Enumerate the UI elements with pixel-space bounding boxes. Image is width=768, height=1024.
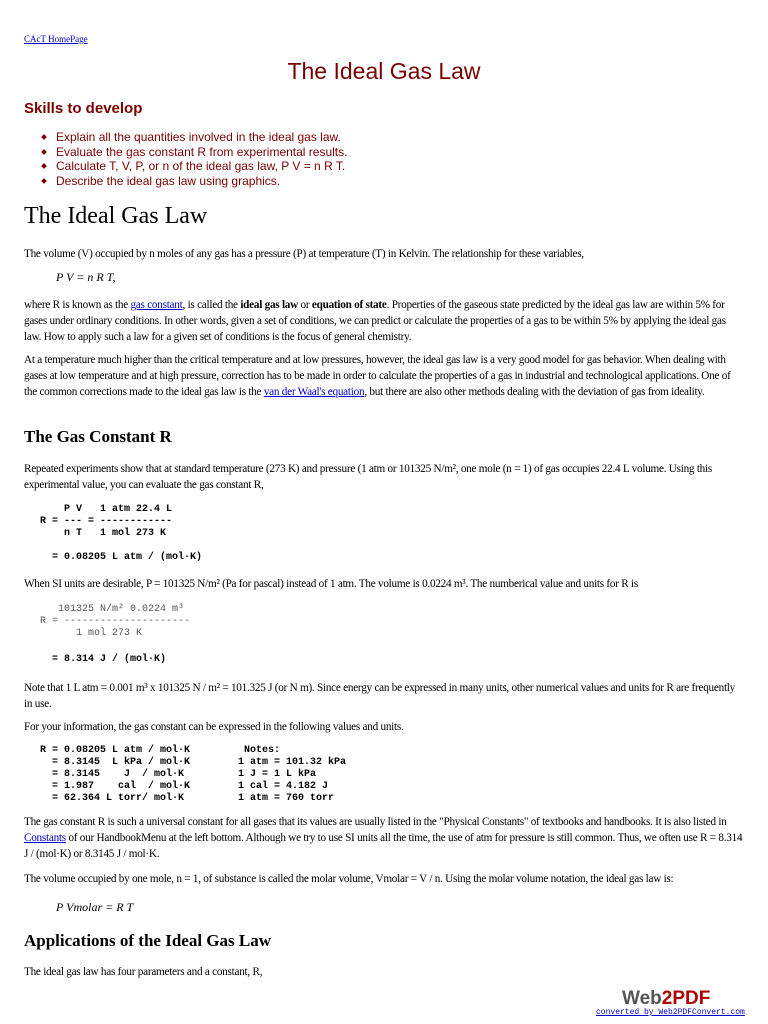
- molar-volume-equation: P Vmolar = R T: [56, 900, 134, 914]
- paragraph-energy-units: Note that 1 L atm = 0.001 m³ x 101325 N / m² = 101.325 J (or N m). Since energy can be expressed in many units, other numerical values and units for R are frequently in use.: [24, 682, 735, 710]
- bold-term: ideal gas law: [240, 299, 298, 311]
- logo-text: Web: [622, 988, 662, 1009]
- intro-paragraph: The volume (V) occupied by n moles of any gas has a pressure (P) at temperature (T) in Kelvin. The relationship for these variables,: [24, 248, 584, 260]
- skills-item: Describe the ideal gas law using graphics.: [40, 174, 347, 189]
- van-der-waals-link[interactable]: van der Waal's equation: [263, 386, 365, 398]
- paragraph-si-units: When SI units are desirable, P = 101325 N/m² (Pa for pascal) instead of 1 atm. The volume is 0.0224 m³. The numberical value and units for R is: [24, 578, 638, 590]
- gas-constant-table: R = 0.08205 L atm / mol·K Notes: = 8.3145 L kPa / mol·K 1 atm = 101.32 kPa = 8.3145 J / mol·K 1 J = 1 L kPa = 1.987 cal / mol·K 1 cal = 4.182 J = 62.364 L torr/ mol·K 1 atm = 760 torr: [40, 745, 347, 804]
- text: or: [297, 299, 312, 311]
- text: . Properties of the gaseous state predicted by the ideal gas law are within 5% for gases under ordinary conditions. In other words, given a set of conditions, we can predict or calculate the properties of a gas to be within 5% by applying the ideal gas law. How to apply such a law for a given set of conditions is the focus of general chemistry.: [24, 299, 726, 343]
- text: , is called the: [182, 299, 241, 311]
- cact-homepage-link[interactable]: CAcT HomePage: [24, 34, 88, 44]
- si-result: = 8.314 J / (mol·K): [28, 654, 167, 665]
- web2pdf-logo: [622, 988, 710, 1010]
- section-heading-gas-constant: The Gas Constant R: [24, 427, 172, 446]
- paragraph-applications: The ideal gas law has four parameters and a constant, R,: [24, 966, 263, 978]
- page-title: The Ideal Gas Law: [287, 58, 481, 84]
- bold-term: equation of state: [311, 299, 387, 311]
- paragraph-gas-law-definition: [24, 297, 744, 345]
- gas-constant-calculation: P V 1 atm 22.4 L R = --- = ------------ n T 1 mol 273 K = 0.08205 L atm / (mol·K): [40, 504, 203, 563]
- skills-item: Evaluate the gas constant R from experimental results.: [40, 145, 347, 160]
- ideal-gas-equation: P V = n R T,: [56, 270, 116, 284]
- text: of our HandbookMenu at the left bottom. Although we try to use SI units all the time, the use of atm for pressure is still common. Thus, we often use R = 8.314 J / (mol·K) or 8.3145 J / mol·K.: [24, 832, 743, 860]
- paragraph-molar-volume: The volume occupied by one mole, n = 1, of substance is called the molar volume, Vmolar = V / n. Using the molar volume notation, the ideal gas law is:: [24, 873, 674, 885]
- paragraph-repeated-experiments: Repeated experiments show that at standard temperature (273 K) and pressure (1 atm or 101325 N/m², one mole (n = 1) of gas occupies 22.4 L volume. Using this experimental value, you can evaluate the gas constant R,: [24, 463, 712, 491]
- text: , but there are also other methods dealing with the deviation of gas from ideality.: [364, 386, 705, 398]
- text: At a temperature much higher than the critical temperature and at low pressures, however, the ideal gas law is a very good model for gas behavior. When dealing with gases at low temperature and at high pressure, correction has to be made in order to calculate the properties of a gas in industrial and technological applications. One of the common corrections made to the ideal gas law is the: [24, 354, 731, 398]
- text: The gas constant R is such a universal constant for all gases that its values are usually listed in the "Physical Constants" of textbooks and handbooks. It is also listed in: [24, 816, 727, 828]
- si-calculation: 101325 N/m² 0.0224 m³ R = --------------------- 1 mol 273 K: [40, 604, 191, 639]
- text: where R is known as the: [24, 299, 131, 311]
- gas-constant-link[interactable]: gas constant: [130, 299, 183, 311]
- paragraph-critical-temperature: [24, 352, 744, 400]
- converted-by-link[interactable]: converted by Web2PDFConvert.com: [596, 1008, 745, 1017]
- skills-item: Calculate T, V, P, or n of the ideal gas law, P V = n R T.: [40, 159, 347, 174]
- constants-link[interactable]: Constants: [24, 832, 66, 844]
- skills-list: [40, 130, 347, 188]
- logo-text: 2PDF: [661, 988, 711, 1009]
- section-heading-ideal-gas-law: The Ideal Gas Law: [24, 203, 208, 229]
- paragraph-for-your-information: For your information, the gas constant can be expressed in the following values and units.: [24, 721, 404, 733]
- paragraph-universal-constant: [24, 814, 744, 862]
- skills-heading: Skills to develop: [24, 100, 143, 117]
- skills-item: Explain all the quantities involved in the ideal gas law.: [40, 130, 347, 145]
- section-heading-applications: Applications of the Ideal Gas Law: [24, 931, 271, 950]
